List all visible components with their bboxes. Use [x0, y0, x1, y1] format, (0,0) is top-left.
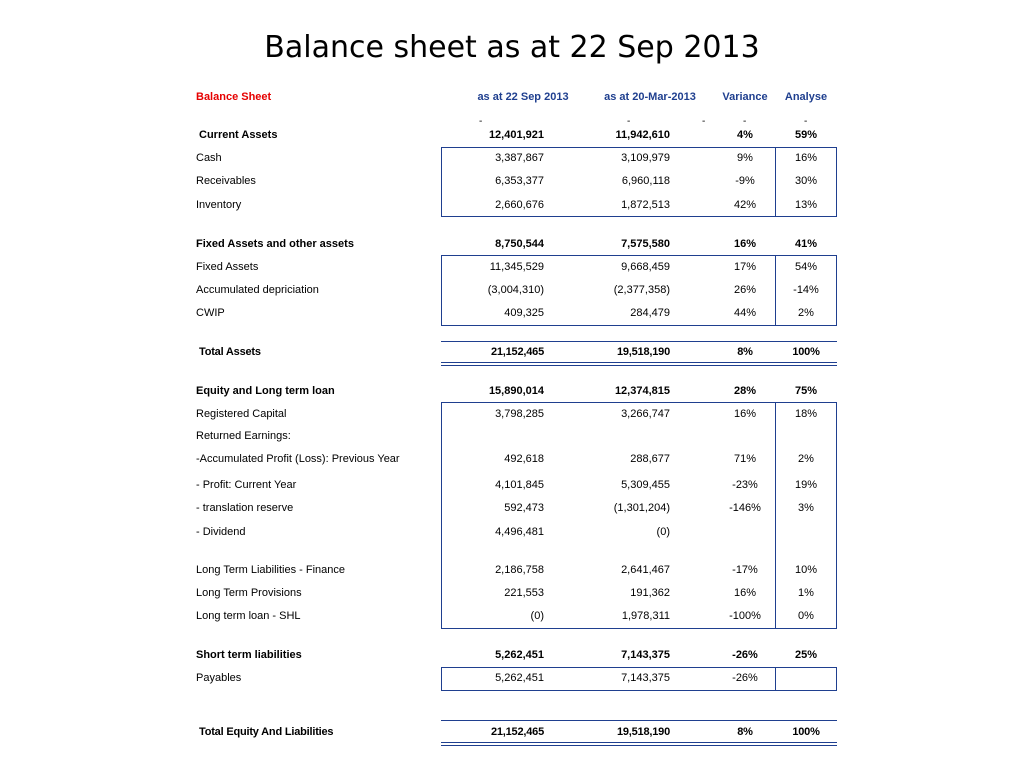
- row-label: Returned Earnings:: [196, 430, 291, 442]
- cell-sep2013: 3,387,867: [495, 152, 544, 164]
- cell-mar2013: 11,942,610: [615, 129, 670, 141]
- cell-sep2013: 6,353,377: [495, 175, 544, 187]
- row-label: Total Equity And Liabilities: [199, 726, 334, 738]
- cell-mar2013: 7,143,375: [621, 672, 670, 684]
- cell-mar2013: 19,518,190: [616, 346, 670, 358]
- row-label: Fixed Assets and other assets: [196, 238, 354, 250]
- cell-analyse: 30%: [794, 175, 818, 187]
- dash-marker: -: [702, 116, 706, 127]
- cell-analyse: 10%: [794, 564, 818, 576]
- cell-variance: -146%: [729, 502, 761, 514]
- cell-sep2013: (3,004,310): [487, 284, 544, 296]
- cell-sep2013: 4,101,845: [495, 479, 544, 491]
- cell-variance: 16%: [733, 587, 757, 599]
- row-label: CWIP: [196, 307, 225, 319]
- dash-marker: -: [479, 116, 483, 127]
- cell-analyse: 19%: [794, 479, 818, 491]
- row-label: Current Assets: [199, 129, 278, 141]
- cell-variance: 16%: [733, 238, 757, 250]
- cell-variance: 8%: [737, 346, 753, 358]
- cell-sep2013: 15,890,014: [488, 385, 544, 397]
- row-label: Inventory: [196, 199, 242, 211]
- cell-sep2013: 221,553: [504, 587, 544, 599]
- cell-sep2013: 21,152,465: [490, 726, 544, 738]
- cell-mar2013: 19,518,190: [616, 726, 670, 738]
- cell-mar2013: 6,960,118: [621, 175, 670, 187]
- cell-mar2013: 1,872,513: [621, 199, 670, 211]
- cell-variance: 28%: [733, 385, 757, 397]
- cell-sep2013: 5,262,451: [495, 672, 544, 684]
- cell-mar2013: 3,109,979: [621, 152, 670, 164]
- cell-mar2013: 3,266,747: [621, 408, 670, 420]
- cell-variance: 42%: [733, 199, 757, 211]
- row-label: Total Assets: [199, 346, 261, 358]
- row-label: Long Term Liabilities - Finance: [196, 564, 345, 576]
- cell-mar2013: 1,978,311: [621, 610, 670, 622]
- cell-mar2013: 191,362: [630, 587, 670, 599]
- cell-sep2013: (0): [530, 610, 544, 622]
- cell-analyse: 1%: [798, 587, 814, 599]
- cell-analyse: 0%: [798, 610, 814, 622]
- cell-analyse: 59%: [794, 129, 818, 141]
- row-label: - Dividend: [196, 526, 246, 538]
- cell-mar2013: (1,301,204): [613, 502, 670, 514]
- cell-analyse: 16%: [794, 152, 818, 164]
- cell-analyse: 54%: [794, 261, 818, 273]
- cell-sep2013: 492,618: [504, 453, 544, 465]
- row-label: Registered Capital: [196, 408, 287, 420]
- dash-marker: -: [627, 116, 631, 127]
- cell-variance: -17%: [732, 564, 758, 576]
- cell-variance: -26%: [732, 649, 758, 661]
- header-col-analyse: Analyse: [784, 91, 828, 103]
- dash-marker: -: [804, 116, 808, 127]
- row-label: Accumulated depriciation: [196, 284, 319, 296]
- cell-mar2013: 288,677: [630, 453, 670, 465]
- cell-mar2013: 5,309,455: [621, 479, 670, 491]
- cell-variance: 44%: [733, 307, 757, 319]
- cell-mar2013: 7,143,375: [621, 649, 670, 661]
- cell-analyse: 3%: [798, 502, 814, 514]
- cell-analyse: 2%: [798, 307, 814, 319]
- row-label: Fixed Assets: [196, 261, 259, 273]
- cell-mar2013: 9,668,459: [621, 261, 670, 273]
- row-label: Cash: [196, 152, 222, 164]
- cell-sep2013: 5,262,451: [495, 649, 544, 661]
- cell-variance: 71%: [733, 453, 757, 465]
- cell-sep2013: 4,496,481: [495, 526, 544, 538]
- row-label: Short term liabilities: [196, 649, 302, 661]
- row-label: Long term loan - SHL: [196, 610, 301, 622]
- cell-sep2013: 12,401,921: [488, 129, 544, 141]
- cell-analyse: 13%: [794, 199, 818, 211]
- cell-variance: 17%: [733, 261, 757, 273]
- header-col-variance: Variance: [722, 91, 768, 103]
- cell-variance: -26%: [732, 672, 758, 684]
- cell-sep2013: 409,325: [504, 307, 544, 319]
- row-label: Payables: [196, 672, 242, 684]
- cell-variance: 26%: [733, 284, 757, 296]
- cell-mar2013: 7,575,580: [621, 238, 670, 250]
- cell-analyse: 2%: [798, 453, 814, 465]
- cell-analyse: 18%: [794, 408, 818, 420]
- cell-sep2013: 2,660,676: [495, 199, 544, 211]
- cell-variance: 4%: [737, 129, 753, 141]
- cell-sep2013: 8,750,544: [495, 238, 544, 250]
- cell-mar2013: (2,377,358): [613, 284, 670, 296]
- cell-sep2013: 592,473: [504, 502, 544, 514]
- row-label: -Accumulated Profit (Loss): Previous Year: [196, 453, 400, 465]
- page-title: Balance sheet as at 22 Sep 2013: [264, 30, 760, 65]
- cell-variance: 8%: [737, 726, 753, 738]
- cell-analyse: 25%: [794, 649, 818, 661]
- cell-sep2013: 21,152,465: [490, 346, 544, 358]
- cell-analyse: 100%: [792, 726, 820, 738]
- cell-variance: 9%: [737, 152, 753, 164]
- row-label: - translation reserve: [196, 502, 294, 514]
- header-col-sep2013: as at 22 Sep 2013: [477, 91, 569, 103]
- header-col-mar2013: as at 20-Mar-2013: [604, 91, 696, 103]
- cell-analyse: 75%: [794, 385, 818, 397]
- cell-mar2013: (0): [656, 526, 670, 538]
- cell-analyse: 41%: [794, 238, 818, 250]
- cell-variance: 16%: [733, 408, 757, 420]
- cell-sep2013: 2,186,758: [495, 564, 544, 576]
- row-label: Receivables: [196, 175, 256, 187]
- cell-variance: -100%: [729, 610, 761, 622]
- row-label: Long Term Provisions: [196, 587, 302, 599]
- row-label: - Profit: Current Year: [196, 479, 297, 491]
- cell-mar2013: 2,641,467: [621, 564, 670, 576]
- row-label: Equity and Long term loan: [196, 385, 335, 397]
- cell-variance: -23%: [732, 479, 758, 491]
- cell-mar2013: 12,374,815: [614, 385, 670, 397]
- cell-sep2013: 11,345,529: [489, 261, 544, 273]
- cell-analyse: 100%: [792, 346, 820, 358]
- cell-variance: -9%: [735, 175, 755, 187]
- cell-analyse: -14%: [793, 284, 819, 296]
- cell-sep2013: 3,798,285: [495, 408, 544, 420]
- dash-marker: -: [743, 116, 747, 127]
- header-balance-sheet: Balance Sheet: [196, 91, 272, 103]
- cell-mar2013: 284,479: [630, 307, 670, 319]
